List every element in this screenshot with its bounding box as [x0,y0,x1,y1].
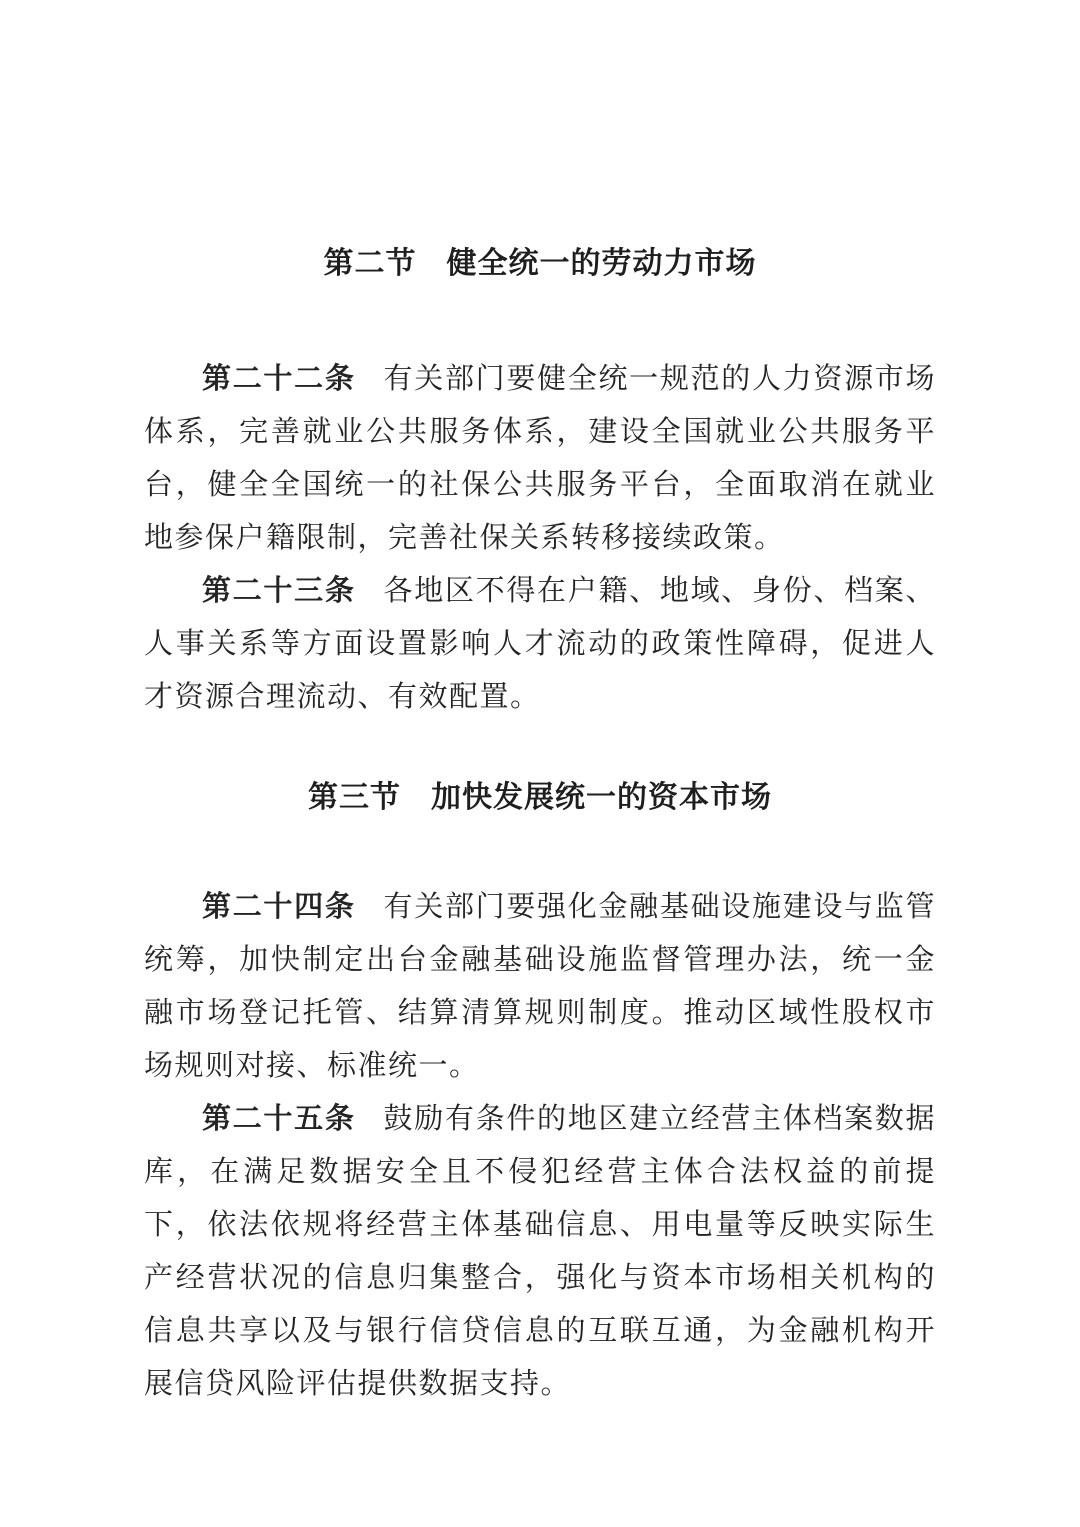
article-text-24: 有关部门要强化金融基础设施建设与监管统筹，加快制定出台金融基础设施监督管理办法，统一金融市场登记托管、结算清算规则制度。推动区域性股权市场规则对接、标准统一。 [144,891,936,1082]
section-heading-labor-market [144,0,936,285]
article-text-22: 有关部门要健全统一规范的人力资源市场体系，完善就业公共服务体系，建设全国就业公共服务平台，健全全国统一的社保公共服务平台，全面取消在就业地参保户籍限制，完善社保关系转移接续政策。 [144,363,936,554]
article-paragraph-25 [144,1093,936,1411]
article-paragraph-24 [144,881,936,1093]
article-label-25: 第二十五条 [202,1103,356,1135]
article-paragraph-22 [144,353,936,565]
section-title: 加快发展统一的资本市场 [431,781,772,814]
section-title: 健全统一的劳动力市场 [446,247,757,280]
article-label-22: 第二十二条 [202,363,356,395]
section-number: 第二节 [323,247,417,280]
section-body-labor-market [144,353,936,724]
section-heading-capital-market [144,777,936,819]
section-number: 第三节 [308,781,401,814]
section-body-capital-market [144,881,936,1411]
article-paragraph-23 [144,565,936,724]
article-text-23: 各地区不得在户籍、地域、身份、档案、人事关系等方面设置影响人才流动的政策性障碍，促进人才资源合理流动、有效配置。 [144,575,936,713]
article-label-24: 第二十四条 [202,891,356,923]
article-text-25: 鼓励有条件的地区建立经营主体档案数据库，在满足数据安全且不侵犯经营主体合法权益的前提下，依法依规将经营主体基础信息、用电量等反映实际生产经营状况的信息归集整合，强化与资本市场相关机构的信息共享以及与银行信贷信息的互联互通，为金融机构开展信贷风险评估提供数据支持。 [144,1103,936,1400]
article-label-23: 第二十三条 [202,575,356,607]
